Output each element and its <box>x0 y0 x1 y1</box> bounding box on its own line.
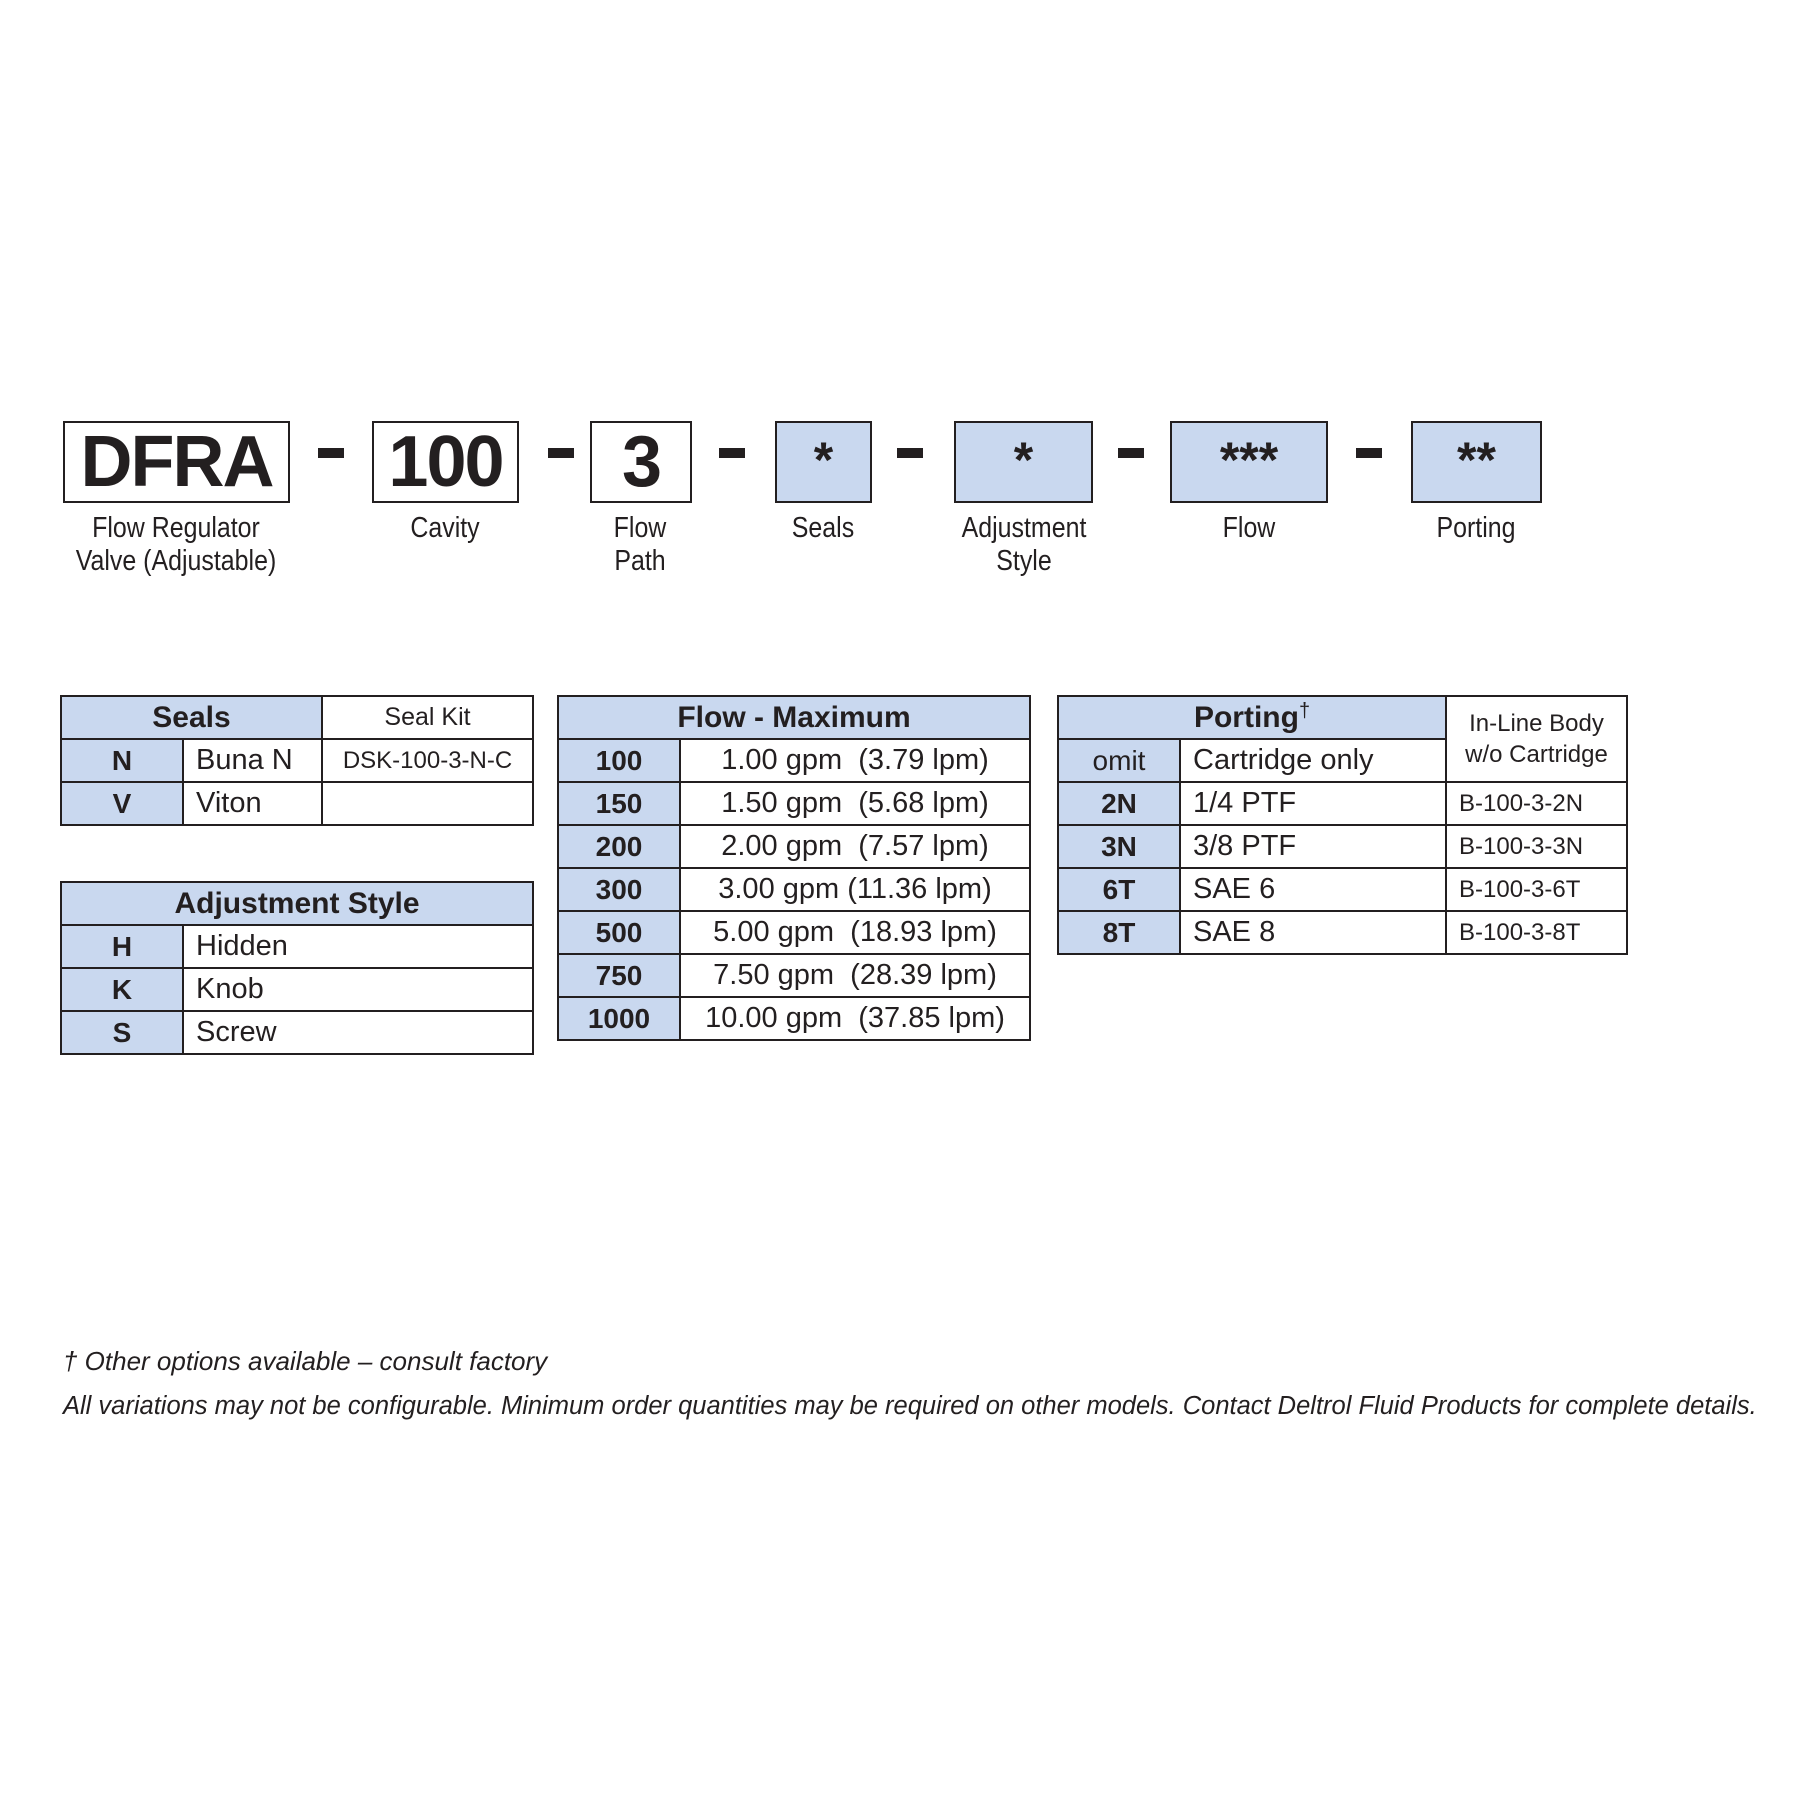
option-name: Buna N <box>183 739 322 782</box>
option-code: 150 <box>558 782 680 825</box>
option-code: K <box>61 968 183 1011</box>
code-box-cavity: 100 <box>372 421 519 503</box>
code-label-seals: Seals <box>791 512 855 544</box>
option-code: 8T <box>1058 911 1180 954</box>
table-row <box>558 954 1030 997</box>
option-name: 3/8 PTF <box>1180 825 1446 868</box>
table-row <box>558 825 1030 868</box>
option-code: 3N <box>1058 825 1180 868</box>
option-code: 300 <box>558 868 680 911</box>
flow-rating: 1.50 gpm (5.68 lpm) <box>680 782 1030 825</box>
table-row <box>1058 868 1627 911</box>
option-code: 2N <box>1058 782 1180 825</box>
seals-table-title: Seals <box>61 696 322 739</box>
flow-maximum-table <box>557 695 1031 1041</box>
table-row <box>61 1011 533 1054</box>
code-label-series: Flow Regulator Valve (Adjustable) <box>75 512 277 577</box>
table-row <box>558 739 1030 782</box>
dagger-mark: † <box>1298 700 1311 722</box>
option-code: 750 <box>558 954 680 997</box>
table-row <box>558 911 1030 954</box>
flow-rating: 2.00 gpm (7.57 lpm) <box>680 825 1030 868</box>
option-code: 500 <box>558 911 680 954</box>
table-row <box>558 868 1030 911</box>
table-row <box>61 739 533 782</box>
code-box-flow: *** <box>1170 421 1328 503</box>
code-separator-dash <box>548 448 574 458</box>
table-row <box>558 997 1030 1040</box>
seal-kit-number: DSK-100-3-N-C <box>322 739 533 782</box>
flow-table-title: Flow - Maximum <box>558 696 1030 739</box>
option-name: Knob <box>183 968 533 1011</box>
option-code: S <box>61 1011 183 1054</box>
option-code: 6T <box>1058 868 1180 911</box>
seal-kit-number <box>322 782 533 825</box>
option-code: N <box>61 739 183 782</box>
table-row <box>61 782 533 825</box>
flow-rating: 1.00 gpm (3.79 lpm) <box>680 739 1030 782</box>
porting-title-text: Porting <box>1193 701 1299 734</box>
option-name: Cartridge only <box>1180 739 1446 782</box>
body-part-number: B-100-3-2N <box>1446 782 1627 825</box>
body-part-number: B-100-3-3N <box>1446 825 1627 868</box>
porting-table-title <box>1058 696 1446 739</box>
code-label-porting: Porting <box>1436 512 1516 544</box>
option-code: omit <box>1058 739 1180 782</box>
code-separator-dash <box>897 448 923 458</box>
option-name: Viton <box>183 782 322 825</box>
dagger-footnote: † Other options available – consult factory <box>63 1346 548 1376</box>
in-line-body-header: In-Line Body w/o Cartridge <box>1446 696 1627 782</box>
code-separator-dash <box>1356 448 1382 458</box>
code-label-cavity: Cavity <box>410 512 480 544</box>
option-code: 100 <box>558 739 680 782</box>
option-code: 1000 <box>558 997 680 1040</box>
table-row <box>1058 825 1627 868</box>
flow-rating: 7.50 gpm (28.39 lpm) <box>680 954 1030 997</box>
table-row <box>61 968 533 1011</box>
code-box-porting: ** <box>1411 421 1542 503</box>
body-part-number: B-100-3-8T <box>1446 911 1627 954</box>
code-separator-dash <box>719 448 745 458</box>
option-name: SAE 8 <box>1180 911 1446 954</box>
code-box-adjustment: * <box>954 421 1093 503</box>
option-name: SAE 6 <box>1180 868 1446 911</box>
table-row <box>1058 911 1627 954</box>
code-separator-dash <box>1118 448 1144 458</box>
seal-kit-header: Seal Kit <box>322 696 533 739</box>
option-code: H <box>61 925 183 968</box>
code-box-seals: * <box>775 421 872 503</box>
option-code: V <box>61 782 183 825</box>
option-name: Screw <box>183 1011 533 1054</box>
disclaimer-footnote: All variations may not be configurable. Minimum order quantities may be required on other models. Contact Deltrol Fluid Products for complete details. <box>63 1392 1757 1420</box>
option-code: 200 <box>558 825 680 868</box>
code-label-flow: Flow <box>1222 512 1276 544</box>
seals-table <box>60 695 534 826</box>
body-part-number: B-100-3-6T <box>1446 868 1627 911</box>
adjustment-table-title: Adjustment Style <box>61 882 533 925</box>
table-row <box>61 925 533 968</box>
table-row <box>558 782 1030 825</box>
adjustment-style-table <box>60 881 534 1055</box>
flow-rating: 10.00 gpm (37.85 lpm) <box>680 997 1030 1040</box>
code-label-flow-path: Flow Path <box>613 512 667 577</box>
option-name: 1/4 PTF <box>1180 782 1446 825</box>
porting-table <box>1057 695 1628 955</box>
code-box-flow-path: 3 <box>590 421 692 503</box>
code-separator-dash <box>318 448 344 458</box>
option-name: Hidden <box>183 925 533 968</box>
code-label-adjustment: Adjustment Style <box>961 512 1087 577</box>
flow-rating: 5.00 gpm (18.93 lpm) <box>680 911 1030 954</box>
table-row <box>1058 782 1627 825</box>
code-box-series: DFRA <box>63 421 290 503</box>
flow-rating: 3.00 gpm (11.36 lpm) <box>680 868 1030 911</box>
